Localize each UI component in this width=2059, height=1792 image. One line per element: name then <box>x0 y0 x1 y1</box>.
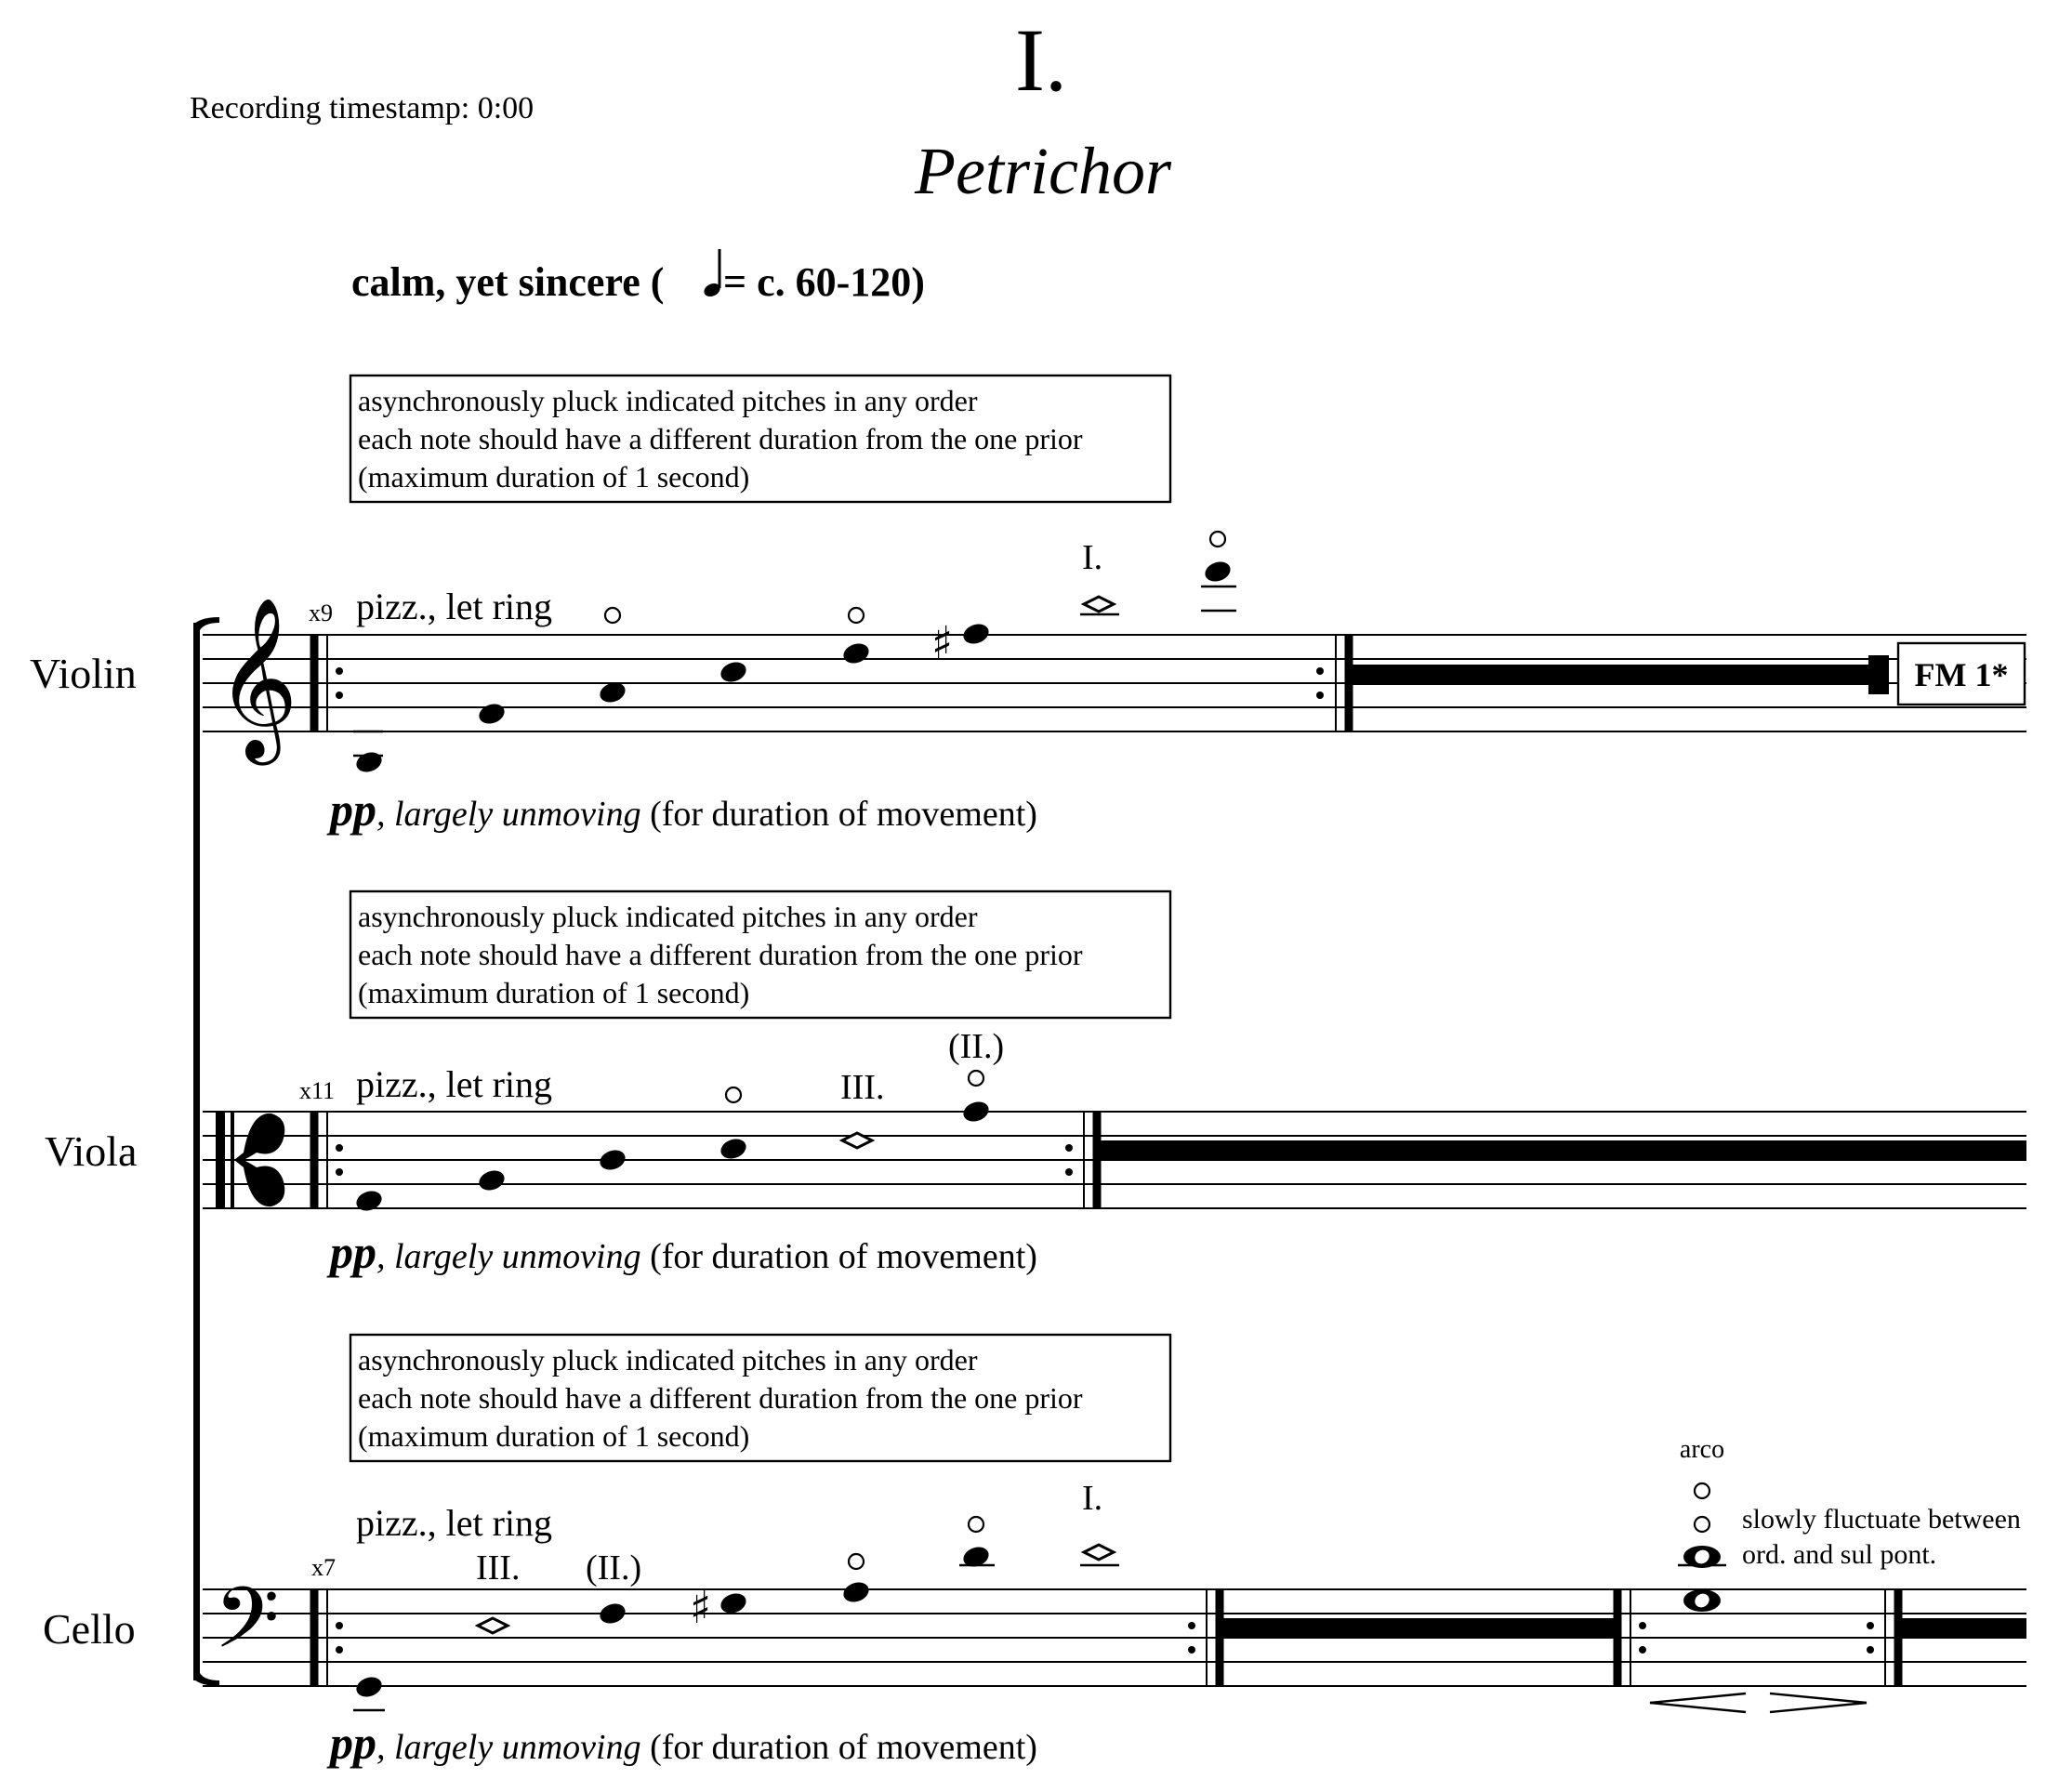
dynamic-rest: (for duration of movement) <box>640 795 1037 834</box>
note-head <box>597 1601 627 1627</box>
harmonic-diamond-icon <box>478 1618 508 1633</box>
instruction-line-3: (maximum duration of 1 second) <box>358 976 750 1009</box>
harmonic-diamond-icon <box>1084 1545 1114 1560</box>
instrument-name-violin: Violin <box>30 650 137 697</box>
dynamic-italic: , largely unmoving <box>376 1728 641 1767</box>
rehearsal-box <box>1898 643 2025 705</box>
rest-bar <box>1101 1140 2026 1161</box>
note-head <box>476 701 507 727</box>
note-head <box>718 1136 748 1162</box>
string-label: I. <box>1082 1479 1103 1518</box>
repeat-count: x11 <box>299 1077 336 1104</box>
bass-clef-icon <box>214 1569 280 1688</box>
tempo-text-before: calm, yet sincere ( <box>351 259 665 305</box>
fluctuate-line-2: ord. and sul pont. <box>1742 1539 1937 1570</box>
harmonic-circle-icon <box>969 1517 983 1532</box>
rest-bar <box>1902 1618 2026 1639</box>
svg-text:pp, largely unmoving (for dura <box>326 784 1037 836</box>
svg-text:𝄢: 𝄢 <box>214 1569 280 1688</box>
tempo-text-after: = c. 60-120) <box>723 259 925 305</box>
instruction-line-1: asynchronously pluck indicated pitches in any order <box>358 384 978 417</box>
sharp-icon: ♯ <box>690 1582 712 1634</box>
string-label: III. <box>840 1068 885 1107</box>
harmonic-diamond-icon <box>1084 597 1114 612</box>
sharp-icon: ♯ <box>931 617 954 669</box>
instruction-box-violin <box>350 376 1170 502</box>
note-head <box>960 1099 991 1125</box>
note-head <box>597 1147 627 1173</box>
harmonic-circle-icon <box>1210 532 1225 547</box>
viola-staff <box>45 1027 2026 1278</box>
dynamic-marking <box>326 1717 1037 1769</box>
dynamic-rest: (for duration of movement) <box>640 1728 1037 1767</box>
dynamic-mark: pp <box>330 1226 376 1278</box>
dynamic-italic: , largely unmoving <box>376 795 641 834</box>
instrument-name-cello: Cello <box>43 1605 136 1653</box>
technique-label: pizz., let ring <box>356 1502 553 1544</box>
rest-bar <box>1353 665 1873 685</box>
whole-note <box>1683 1589 1721 1612</box>
repeat-count: x7 <box>311 1554 336 1581</box>
svg-text:pp, largely unmoving (for dura <box>326 1226 1037 1278</box>
arco-label: arco <box>1679 1435 1725 1464</box>
system-bracket <box>193 617 219 1686</box>
harmonic-circle-icon <box>726 1087 741 1102</box>
dynamic-italic: , largely unmoving <box>376 1237 641 1276</box>
note-head <box>353 1674 384 1700</box>
instruction-line-2: each note should have a different duration from the one prior <box>358 422 1083 455</box>
instruction-line-1: asynchronously pluck indicated pitches in any order <box>358 900 978 933</box>
dynamic-mark: pp <box>330 784 376 836</box>
svg-text:𝄞: 𝄞 <box>216 597 298 758</box>
note-head <box>476 1167 507 1193</box>
harmonic-circle-icon <box>969 1071 983 1086</box>
tempo-marking <box>351 249 925 305</box>
movement-number: I. <box>1015 10 1067 110</box>
hairpin-crescendo <box>1650 1693 1746 1712</box>
rest-bar <box>1223 1618 1614 1639</box>
cello-staff <box>43 1435 2026 1769</box>
instrument-name-viola: Viola <box>45 1127 138 1175</box>
dynamic-marking <box>326 1226 1037 1278</box>
note-head <box>1202 559 1233 585</box>
harmonic-circle-icon <box>849 608 864 623</box>
technique-label: pizz., let ring <box>356 586 553 627</box>
violin-staff <box>30 532 2026 836</box>
repeat-count: x9 <box>309 600 333 626</box>
dynamic-mark: pp <box>330 1717 376 1769</box>
instruction-line-2: each note should have a different duration from the one prior <box>358 938 1083 971</box>
instruction-line-1: asynchronously pluck indicated pitches in any order <box>358 1343 978 1377</box>
string-label: I. <box>1082 538 1103 577</box>
instruction-line-3: (maximum duration of 1 second) <box>358 1419 750 1453</box>
string-label: III. <box>476 1548 521 1588</box>
harmonic-circle-icon <box>1695 1517 1709 1532</box>
instruction-box-cello <box>350 1335 1170 1461</box>
note-head <box>353 749 384 775</box>
instruction-line-3: (maximum duration of 1 second) <box>358 460 750 494</box>
harmonic-circle-icon <box>849 1554 864 1569</box>
movement-title: Petrichor <box>915 134 1171 208</box>
svg-text:pp, largely unmoving (for dura <box>326 1717 1037 1769</box>
instruction-line-2: each note should have a different duration from the one prior <box>358 1381 1083 1415</box>
treble-clef-icon <box>216 597 298 766</box>
note-head <box>960 621 991 647</box>
dynamic-rest: (for duration of movement) <box>640 1237 1037 1276</box>
hairpin-diminuendo <box>1770 1693 1867 1712</box>
quarter-note-icon <box>702 249 722 299</box>
harmonic-circle-icon <box>1695 1483 1709 1498</box>
string-label: (II.) <box>948 1027 1005 1066</box>
note-head <box>718 659 748 685</box>
rehearsal-box-label: FM 1* <box>1914 656 2009 693</box>
dynamic-marking <box>326 784 1037 836</box>
note-head <box>353 1188 384 1214</box>
note-head <box>840 1579 871 1605</box>
string-label: (II.) <box>586 1548 642 1588</box>
harmonic-circle-icon <box>605 608 620 623</box>
note-head <box>840 640 871 666</box>
instruction-box-viola <box>350 891 1170 1018</box>
recording-timestamp: Recording timestamp: 0:00 <box>190 91 535 125</box>
fluctuate-line-1: slowly fluctuate between <box>1742 1504 2021 1535</box>
staff-lines <box>203 1589 2026 1686</box>
note-head <box>718 1590 748 1616</box>
technique-label: pizz., let ring <box>356 1063 553 1105</box>
